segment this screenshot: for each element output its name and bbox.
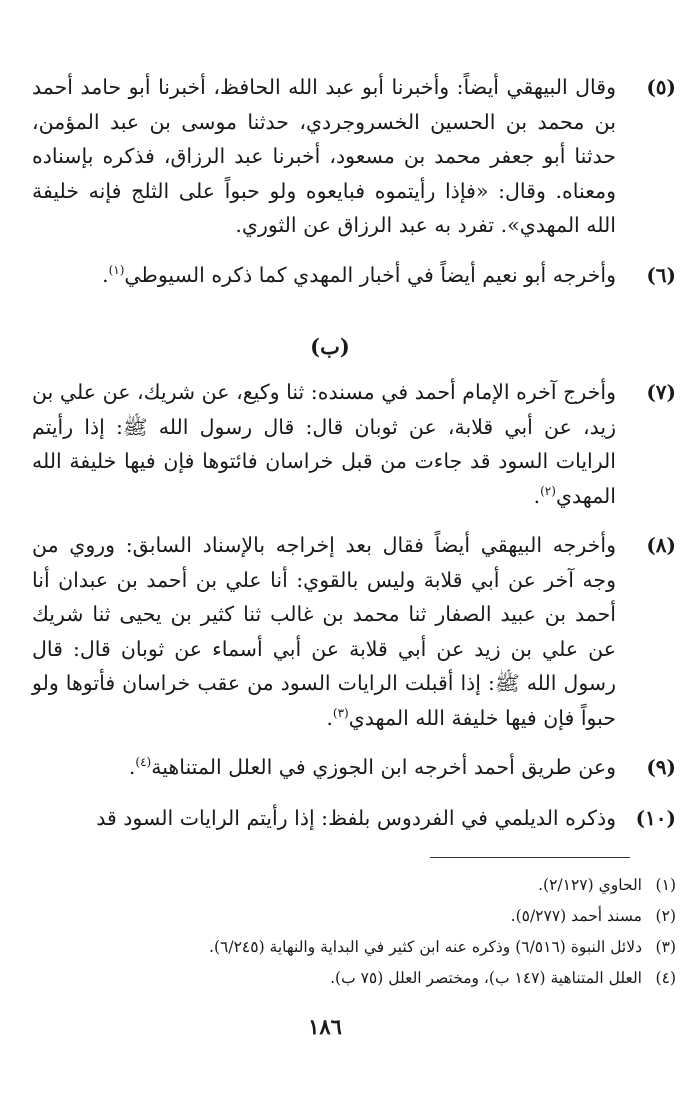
paragraph-text: وأخرجه أبو نعيم أيضاً في أخبار المهدي كما ذكره السيوطي$^{(١)}$. (102, 263, 616, 287)
page-number: ١٨٦ (308, 1014, 342, 1039)
footnote-ref: (١) (108, 263, 125, 278)
footnote-text: الحاوي (٢/١٢٧). (538, 876, 642, 894)
footnote-4 (32, 963, 676, 994)
footnote-text: العلل المتناهية (١٤٧ ب)، ومختصر العلل (٧٥ ب). (330, 969, 642, 987)
footnote-text: مسند أحمد (٥/٢٧٧). (510, 907, 642, 925)
paragraph-7 (32, 375, 676, 513)
footnote-number: (٤) (655, 969, 676, 987)
footnote-number: (٣) (655, 938, 676, 956)
footnote-ref: (٣) (332, 705, 349, 720)
footnote-text: دلائل النبوة (٦/٥١٦) وذكره عنه ابن كثير في البداية والنهاية (٦/٢٤٥). (209, 938, 642, 956)
footnote-1 (32, 870, 676, 901)
footnotes (32, 870, 676, 994)
paragraph-9 (32, 750, 676, 785)
paragraph-text: وأخرجه البيهقي أيضاً فقال بعد إخراجه بالإسناد السابق: وروي من وجه آخر عن أبي قلابة وليس بالقوي: أنا علي بن أحمد بن عبدان أنا أحمد بن عبيد الصفار ثنا محمد بن غالب ثنا كثير بن يحيى ثنا شريك عن علي بن زيد عن أبي قلابة عن أبي أسماء عن ثوبان قال: قال رسول الله ﷺ: إذا أقبلت الرايات السود من عقب خراسان فأتوها ولو حبواً فإن فيها خليفة الله المهدي$^{(٣)}$. (32, 533, 616, 730)
footnote-ref: (٤) (135, 755, 152, 770)
paragraph-number: (٧) (646, 380, 676, 404)
section-heading: (ب) (310, 334, 350, 359)
paragraph-number: (٥) (646, 75, 676, 99)
paragraph-8 (32, 528, 676, 735)
paragraph-number: (٨) (646, 533, 676, 557)
paragraph-text: وأخرج آخره الإمام أحمد في مسنده: ثنا وكيع، عن شريك، عن علي بن زيد، عن أبي قلابة، عن ثوبان قال: قال رسول الله ﷺ: إذا رأيتم الرايات السود قد جاءت من قبل خراسان فائتوها فإن فيها خليفة الله المهدي$^{(٢)}$. (32, 380, 616, 508)
paragraph-text: وعن طريق أحمد أخرجه ابن الجوزي في العلل المتناهية$^{(٤)}$. (128, 755, 616, 779)
paragraph-number: (٦) (646, 263, 676, 287)
paragraph-10 (32, 801, 676, 836)
paragraph-number: (٩) (646, 755, 676, 779)
paragraph-5 (32, 70, 676, 243)
footnote-number: (٢) (655, 907, 676, 925)
footnote-separator (430, 857, 630, 858)
paragraph-text: وقال البيهقي أيضاً: وأخبرنا أبو عبد الله الحافظ، أخبرنا أبو حامد أحمد بن محمد بن الحسين الخسروجردي، حدثنا موسى بن عبد المؤمن، حدثنا أبو جعفر محمد بن مسعود، أخبرنا عبد الرزاق، فذكره بإسناده ومعناه. وقال: «فإذا رأيتموه فبايعوه ولو حبواً على الثلج فإنه خليفة الله المهدي». تفرد به عبد الرزاق عن الثوري. (32, 75, 616, 237)
footnote-number: (١) (655, 876, 676, 894)
paragraph-number: (١٠) (635, 806, 676, 830)
footnote-3 (32, 932, 676, 963)
paragraph-6 (32, 258, 676, 293)
footnote-2 (32, 901, 676, 932)
paragraph-text: وذكره الديلمي في الفردوس بلفظ: إذا رأيتم الرايات السود قد (96, 806, 616, 830)
footnote-ref: (٢) (540, 483, 556, 498)
